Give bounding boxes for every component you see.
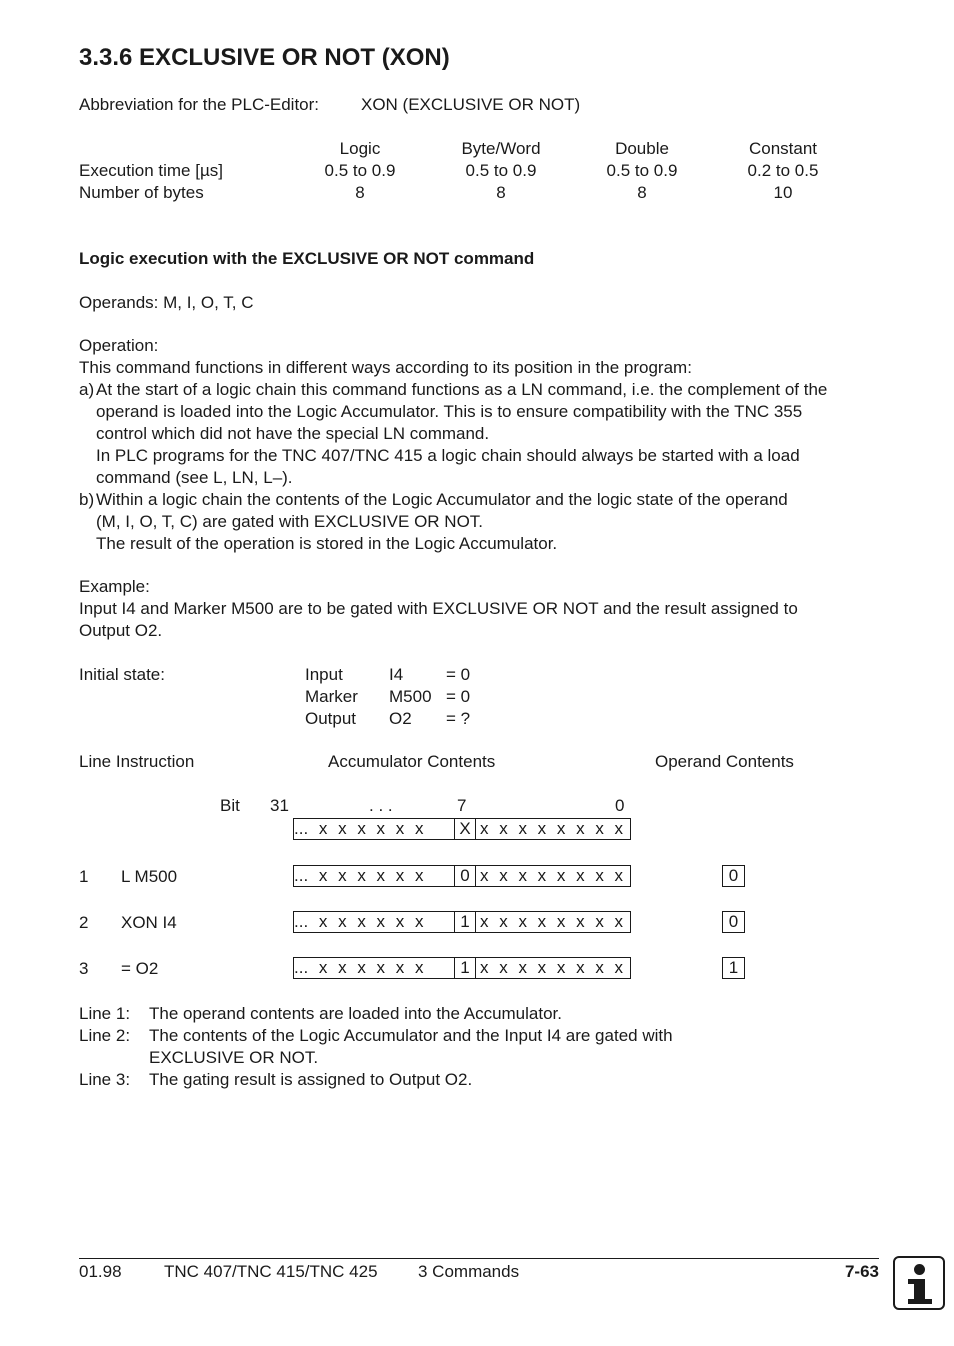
bit-low: 0 bbox=[615, 796, 625, 815]
operation-item-b bbox=[79, 489, 899, 555]
bit-mid: 7 bbox=[457, 796, 467, 815]
paragraph-line: In PLC programs for the TNC 407/TNC 415 a logic chain should always be started with a load bbox=[96, 446, 800, 465]
exec-header-double: Double bbox=[615, 139, 669, 158]
info-icon-stem bbox=[914, 1279, 925, 1301]
footer-product: TNC 407/TNC 415/TNC 425 bbox=[164, 1262, 378, 1281]
footer-chapter: 3 Commands bbox=[418, 1262, 520, 1281]
acc-bit7: 1 bbox=[454, 911, 476, 933]
operand-box: 0 bbox=[722, 865, 745, 887]
state-name: M500 bbox=[389, 687, 432, 706]
example-block bbox=[79, 576, 899, 642]
footer-rule bbox=[79, 1258, 879, 1259]
example-label: Example: bbox=[79, 577, 150, 596]
note-label: Line 3: bbox=[79, 1070, 131, 1089]
item-marker: a) bbox=[79, 380, 95, 399]
note-text: EXCLUSIVE OR NOT. bbox=[149, 1048, 319, 1067]
item-marker: b) bbox=[79, 490, 95, 509]
state-name: I4 bbox=[389, 665, 404, 684]
paragraph-line: Input I4 and Marker M500 are to be gated with EXCLUSIVE OR NOT and the result assigned to bbox=[79, 599, 798, 618]
step-instruction: XON I4 bbox=[121, 913, 177, 932]
exec-header-byteword: Byte/Word bbox=[461, 139, 541, 158]
section-subheading: Logic execution with the EXCLUSIVE OR NOT command bbox=[79, 249, 535, 268]
state-kind: Input bbox=[305, 665, 343, 684]
paragraph-line: operand is loaded into the Logic Accumulator. This is to ensure compatibility with the TNC 355 bbox=[96, 402, 803, 421]
accumulator-box bbox=[293, 911, 631, 933]
bytes-cell: 8 bbox=[355, 183, 365, 202]
exec-cell: 0.2 to 0.5 bbox=[747, 161, 819, 180]
info-icon-base bbox=[908, 1299, 932, 1304]
initial-state-label: Initial state: bbox=[79, 665, 165, 684]
bit-high: 31 bbox=[270, 796, 289, 815]
header-accumulator: Accumulator Contents bbox=[328, 752, 496, 771]
paragraph-line: The result of the operation is stored in the Logic Accumulator. bbox=[96, 534, 558, 553]
acc-bit7: 1 bbox=[454, 957, 476, 979]
state-value: = ? bbox=[446, 709, 471, 728]
operand-box: 0 bbox=[722, 911, 745, 933]
paragraph-line: (M, I, O, T, C) are gated with EXCLUSIVE OR NOT. bbox=[96, 512, 484, 531]
paragraph-line: Within a logic chain the contents of the Logic Accumulator and the logic state of the operand bbox=[96, 490, 788, 509]
state-kind: Output bbox=[305, 709, 357, 728]
step-instruction: = O2 bbox=[121, 959, 159, 978]
acc-high-bits: ... x x x x x x bbox=[294, 958, 424, 977]
operation-block bbox=[79, 335, 899, 555]
info-icon bbox=[893, 1256, 945, 1310]
note-label: Line 2: bbox=[79, 1026, 131, 1045]
step-line-number: 3 bbox=[79, 959, 89, 978]
abbrev-label: Abbreviation for the PLC-Editor: bbox=[79, 95, 320, 114]
paragraph-line: control which did not have the special LN command. bbox=[96, 424, 490, 443]
step-line-number: 2 bbox=[79, 913, 89, 932]
acc-low-bits: x x x x x x x x bbox=[480, 912, 624, 931]
paragraph-line: Output O2. bbox=[79, 621, 163, 640]
state-kind: Marker bbox=[305, 687, 358, 706]
bytes-cell: 10 bbox=[773, 183, 793, 202]
bytes-cell: 8 bbox=[637, 183, 647, 202]
acc-low-bits: x x x x x x x x bbox=[480, 819, 624, 838]
note-text: The operand contents are loaded into the Accumulator. bbox=[149, 1004, 562, 1023]
exec-row-label: Execution time [µs] bbox=[79, 161, 223, 180]
acc-bit7: 0 bbox=[454, 865, 476, 887]
acc-high-bits: ... x x x x x x bbox=[294, 866, 424, 885]
bytes-cell: 8 bbox=[496, 183, 506, 202]
info-icon-dot bbox=[914, 1264, 925, 1275]
acc-high-bits: ... x x x x x x bbox=[294, 819, 424, 838]
acc-low-bits: x x x x x x x x bbox=[480, 866, 624, 885]
exec-header-logic: Logic bbox=[339, 139, 381, 158]
exec-cell: 0.5 to 0.9 bbox=[606, 161, 678, 180]
exec-header-constant: Constant bbox=[748, 139, 818, 158]
exec-cell: 0.5 to 0.9 bbox=[324, 161, 396, 180]
paragraph-line: command (see L, LN, L–). bbox=[96, 468, 293, 487]
footer-page-number: 7-63 bbox=[844, 1262, 879, 1281]
bytes-row-label: Number of bytes bbox=[79, 183, 204, 202]
bit-label: Bit bbox=[220, 796, 240, 815]
note-text: The contents of the Logic Accumulator and the Input I4 are gated with bbox=[149, 1026, 673, 1045]
operand-box: 1 bbox=[722, 957, 745, 979]
acc-high-bits: ... x x x x x x bbox=[294, 912, 424, 931]
state-name: O2 bbox=[389, 709, 412, 728]
step-line-number: 1 bbox=[79, 867, 89, 886]
note-text: The gating result is assigned to Output O2. bbox=[149, 1070, 473, 1089]
operands-text: Operands: M, I, O, T, C bbox=[79, 293, 254, 312]
step-instruction: L M500 bbox=[121, 867, 178, 886]
accumulator-box bbox=[293, 957, 631, 979]
state-value: = 0 bbox=[446, 687, 471, 706]
bit-dots: . . . bbox=[369, 796, 393, 815]
paragraph-line: At the start of a logic chain this command functions as a LN command, i.e. the complement of the bbox=[96, 380, 828, 399]
operation-item-a bbox=[79, 379, 899, 489]
accumulator-box bbox=[293, 865, 631, 887]
acc-bit7: X bbox=[454, 818, 476, 840]
header-operand: Operand Contents bbox=[655, 752, 794, 771]
operation-label: Operation: bbox=[79, 336, 159, 355]
footer-date: 01.98 bbox=[79, 1262, 122, 1281]
acc-low-bits: x x x x x x x x bbox=[480, 958, 624, 977]
header-line-instruction: Line Instruction bbox=[79, 752, 195, 771]
operation-intro: This command functions in different ways according to its position in the program: bbox=[79, 358, 692, 377]
abbrev-value: XON (EXCLUSIVE OR NOT) bbox=[361, 95, 581, 114]
state-value: = 0 bbox=[446, 665, 471, 684]
accumulator-header-box bbox=[293, 818, 631, 840]
page-title: 3.3.6 EXCLUSIVE OR NOT (XON) bbox=[79, 44, 450, 71]
note-label: Line 1: bbox=[79, 1004, 131, 1023]
exec-cell: 0.5 to 0.9 bbox=[465, 161, 537, 180]
